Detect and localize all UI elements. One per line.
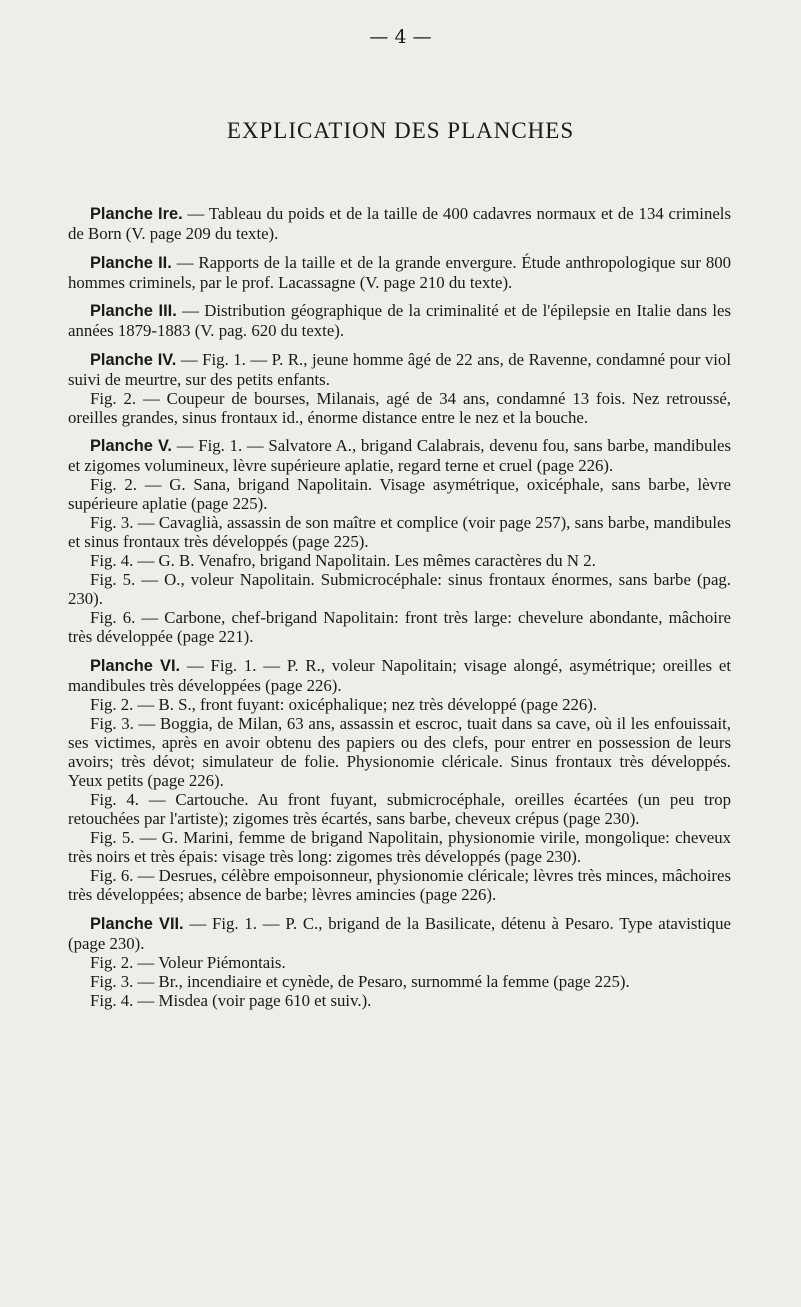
entry-text: Fig. 2. — Coupeur de bourses, Milanais, agé de 34 ans, condamné 13 fois. Nez retroussé, oreilles grandes, sinus frontaux id., énorme distance entre le nez et la bouche.: [68, 388, 731, 427]
figure-entry: [68, 953, 731, 972]
plate-label: Planche IV.: [90, 350, 177, 369]
entry-text: — Distribution géographique de la criminalité et de l'épilepsie en Italie dans les années 1879-1883 (V. pag. 620 du texte).: [68, 301, 731, 341]
plate-label: Planche VII.: [90, 914, 184, 933]
plate-entry: [68, 253, 731, 292]
entry-text: Fig. 4. — Misdea (voir page 610 et suiv.).: [90, 990, 372, 1010]
figure-entry: [68, 551, 731, 570]
figure-entry: [68, 695, 731, 714]
entry-text: — Rapports de la taille et de la grande envergure. Étude anthropologique sur 800 hommes criminels, par le prof. Lacassagne (V. page 210 du texte).: [68, 252, 731, 292]
entry-text: Fig. 2. — B. S., front fuyant: oxicéphalique; nez très développé (page 226).: [90, 694, 598, 714]
entry-text: Fig. 6. — Desrues, célèbre empoisonneur, physionomie cléricale; lèvres très minces, mâchoires très développées; absence de barbe; lèvres amincies (page 226).: [68, 865, 731, 904]
figure-entry: [68, 570, 731, 608]
entry-text: Fig. 5. — O., voleur Napolitain. Submicrocéphale: sinus frontaux énormes, sans barbe (pag. 230).: [68, 570, 731, 609]
plates-explanation: [68, 204, 731, 1019]
entry-text: Fig. 2. — Voleur Piémontais.: [90, 952, 286, 972]
page-title: EXPLICATION DES PLANCHES: [226, 118, 575, 143]
plate-section: [68, 350, 731, 427]
figure-entry: [68, 790, 731, 828]
plate-section: [68, 914, 731, 1010]
entry-text: Fig. 4. — G. B. Venafro, brigand Napolitain. Les mêmes caractères du N 2.: [90, 551, 596, 571]
plate-section: [68, 204, 731, 243]
plate-entry: [68, 350, 731, 389]
figure-entry: [68, 828, 731, 866]
figure-entry: [68, 475, 731, 513]
entry-text: — Fig. 1. — Salvatore A., brigand Calabrais, devenu fou, sans barbe, mandibules et zigomes volumineux, lèvre supérieure aplatie, regard terne et cruel (page 226).: [68, 436, 731, 476]
entry-text: Fig. 6. — Carbone, chef-brigand Napolitain: front très large: chevelure abondante, mâchoire très développée (page 221).: [68, 608, 731, 647]
entry-text: Fig. 4. — Cartouche. Au front fuyant, submicrocéphale, oreilles écartées (un peu trop retouchées par l'artiste); zigomes très écartés, sans barbe, cheveux crépus (page 230).: [68, 789, 731, 828]
page-number: — 4 —: [369, 26, 432, 48]
entry-text: Fig. 3. — Boggia, de Milan, 63 ans, assassin et escroc, tuait dans sa cave, où il les enfouissait, ses victimes, après en avoir obtenu des papiers ou des clefs, pour entrer en possession de leurs avoirs; très dévot; simulateur de folie. Physionomie cléricale. Sinus frontaux très développés. Yeux petits (page 226).: [68, 713, 731, 790]
figure-entry: [68, 972, 731, 991]
entry-text: — Fig. 1. — P. C., brigand de la Basilicate, détenu à Pesaro. Type atavistique (page 230).: [68, 913, 732, 953]
entry-text: Fig. 5. — G. Marini, femme de brigand Napolitain, physionomie virile, mongolique: cheveux très noirs et très épais: visage très long: zigomes très développés (page 230).: [68, 827, 731, 866]
entry-text: Fig. 3. — Cavaglià, assassin de son maître et complice (voir page 257), sans barbe, mandibules et sinus frontaux très développés (page 225).: [68, 513, 731, 552]
plate-entry: [68, 204, 731, 243]
entry-text: Fig. 3. — Br., incendiaire et cynède, de Pesaro, surnommé la femme (page 225).: [90, 971, 630, 991]
plate-entry: [68, 301, 731, 340]
entry-text: — Fig. 1. — P. R., voleur Napolitain; visage alongé, asymétrique; oreilles et mandibules très développées (page 226).: [68, 655, 732, 695]
entry-text: — Fig. 1. — P. R., jeune homme âgé de 22 ans, de Ravenne, condamné pour viol suivi de meurtre, sur des petits enfants.: [68, 349, 731, 389]
plate-label: Planche V.: [90, 437, 172, 456]
figure-entry: [68, 866, 731, 904]
plate-label: Planche III.: [90, 302, 177, 321]
plate-entry: [68, 656, 731, 695]
plate-label: Planche II.: [90, 253, 172, 272]
plate-section: [68, 301, 731, 340]
entry-text: Fig. 2. — G. Sana, brigand Napolitain. Visage asymétrique, oxicéphale, sans barbe, lèvre supérieure aplatie (page 225).: [68, 475, 731, 514]
plate-label: Planche Ire.: [90, 205, 183, 223]
figure-entry: [68, 991, 731, 1010]
plate-section: [68, 253, 731, 292]
figure-entry: [68, 714, 731, 790]
entry-text: — Tableau du poids et de la taille de 400 cadavres normaux et de 134 criminels de Born (V. page 209 du texte).: [68, 204, 732, 243]
figure-entry: [68, 608, 731, 646]
plate-entry: [68, 914, 731, 953]
plate-section: [68, 656, 731, 904]
figure-entry: [68, 389, 731, 427]
plate-section: [68, 436, 731, 646]
plate-label: Planche VI.: [90, 656, 181, 675]
plate-entry: [68, 436, 731, 475]
figure-entry: [68, 513, 731, 551]
